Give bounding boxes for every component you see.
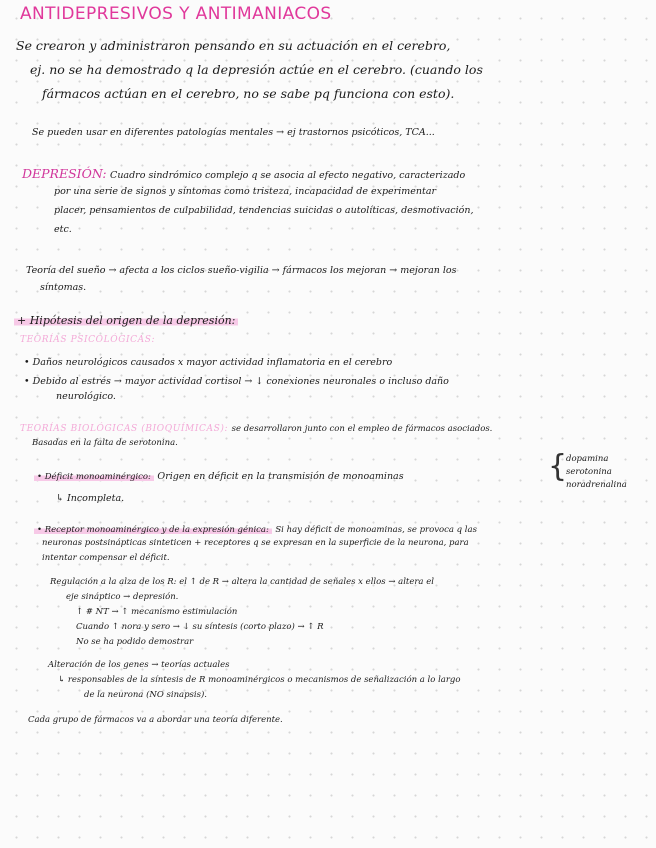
brace-item-noradrenalina: noradrenalina: [566, 480, 627, 490]
deficit-incompleta: ↳ Incompleta.: [56, 493, 125, 504]
deficit-label: • Déficit monoaminérgico:: [34, 472, 154, 482]
final-note: Cada grupo de fármacos va a abordar una teoría diferente.: [28, 715, 283, 725]
hipotesis-heading: [14, 315, 238, 326]
psico-item-1: • Daños neurológicos causados x mayor actividad inflamatoria en el cerebro: [24, 357, 393, 368]
regul-line-1: Regulación a la alza de los R: el ↑ de R → altera la cantidad de señales x ellos → altera el: [50, 577, 434, 587]
receptor-line-1: [34, 523, 477, 535]
deficit-text: Origen en déficit en la transmisión de monoaminas: [157, 471, 404, 482]
altera-line-2: ↳ responsables de la síntesis de R monoaminérgicos o mecanismos de señalización a lo largo: [58, 675, 461, 685]
sueno-line-1: Teoría del sueño → afecta a los ciclos sueño-vigilia → fármacos los mejoran → mejoran los: [26, 265, 457, 276]
deficit-line: [34, 470, 404, 482]
depresion-line-4: etc.: [54, 224, 72, 235]
bio-line-2: Basadas en la falta de serotonina.: [32, 438, 178, 448]
altera-line-3: de la neurona (NO sinapsis).: [84, 690, 208, 700]
receptor-line-3: intentar compensar el déficit.: [42, 553, 170, 563]
bio-line-1: [20, 422, 492, 434]
psico-label: TEORÍAS PSICOLÓGICAS:: [20, 335, 156, 345]
regul-line-3: ↑ # NT → ↑ mecanismo estimulación: [76, 607, 238, 617]
receptor-line-2: neuronas postsinápticas sinteticen + receptores q se expresan en la superficie de la neurona, para: [42, 538, 469, 548]
bio-label: TEORÍAS BIOLÓGICAS (BIOQUÍMICAS):: [20, 424, 229, 434]
depresion-label: DEPRESIÓN:: [22, 166, 107, 181]
receptor-text: Si hay déficit de monoaminas, se provoca q las: [275, 525, 477, 535]
receptor-label: • Receptor monoaminérgico y de la expresión génica:: [34, 525, 272, 535]
regul-line-2: eje sináptico → depresión.: [66, 592, 179, 602]
regul-line-5: No se ha podido demostrar: [76, 637, 194, 647]
depresion-line-1: [22, 168, 465, 181]
brace-item-dopamina: dopamina: [566, 454, 609, 464]
bio-text: se desarrollaron junto con el empleo de fármacos asociados.: [231, 424, 493, 434]
brace-item-serotonina: serotonina: [566, 467, 612, 477]
psico-item-2b: neurológico.: [56, 391, 116, 402]
page-title: ANTIDEPRESIVOS Y ANTIMANIACOS: [20, 4, 332, 24]
intro-line-3: fármacos actúan en el cerebro, no se sabe pq funciona con esto).: [42, 86, 455, 101]
intro-line-1: Se crearon y administraron pensando en su actuación en el cerebro,: [16, 38, 451, 53]
depresion-line-3: placer, pensamientos de culpabilidad, tendencias suicidas o autolíticas, desmotivación,: [54, 205, 474, 216]
sueno-line-2: síntomas.: [40, 282, 87, 293]
intro-line-2: ej. no se ha demostrado q la depresión actúe en el cerebro. (cuando los: [30, 62, 483, 77]
psico-item-2a: • Debido al estrés → mayor actividad cortisol → ↓ conexiones neuronales o incluso daño: [24, 376, 449, 387]
depresion-line-2: por una serie de signos y síntomas como tristeza, incapacidad de experimentar: [54, 186, 437, 197]
regul-line-4: Cuando ↑ nora y sero → ↓ su síntesis (corto plazo) → ↑ R: [76, 622, 324, 632]
altera-line-1: Alteración de los genes → teorías actuales: [48, 660, 230, 670]
hipotesis-heading-text: + Hipótesis del origen de la depresión:: [14, 314, 238, 327]
intro-line-4: Se pueden usar en diferentes patologías mentales → ej trastornos psicóticos, TCA...: [32, 127, 435, 138]
depresion-text-1: Cuadro sindrómico complejo q se asocia al efecto negativo, caracterizado: [110, 170, 466, 181]
monoamine-brace: {: [548, 449, 568, 484]
